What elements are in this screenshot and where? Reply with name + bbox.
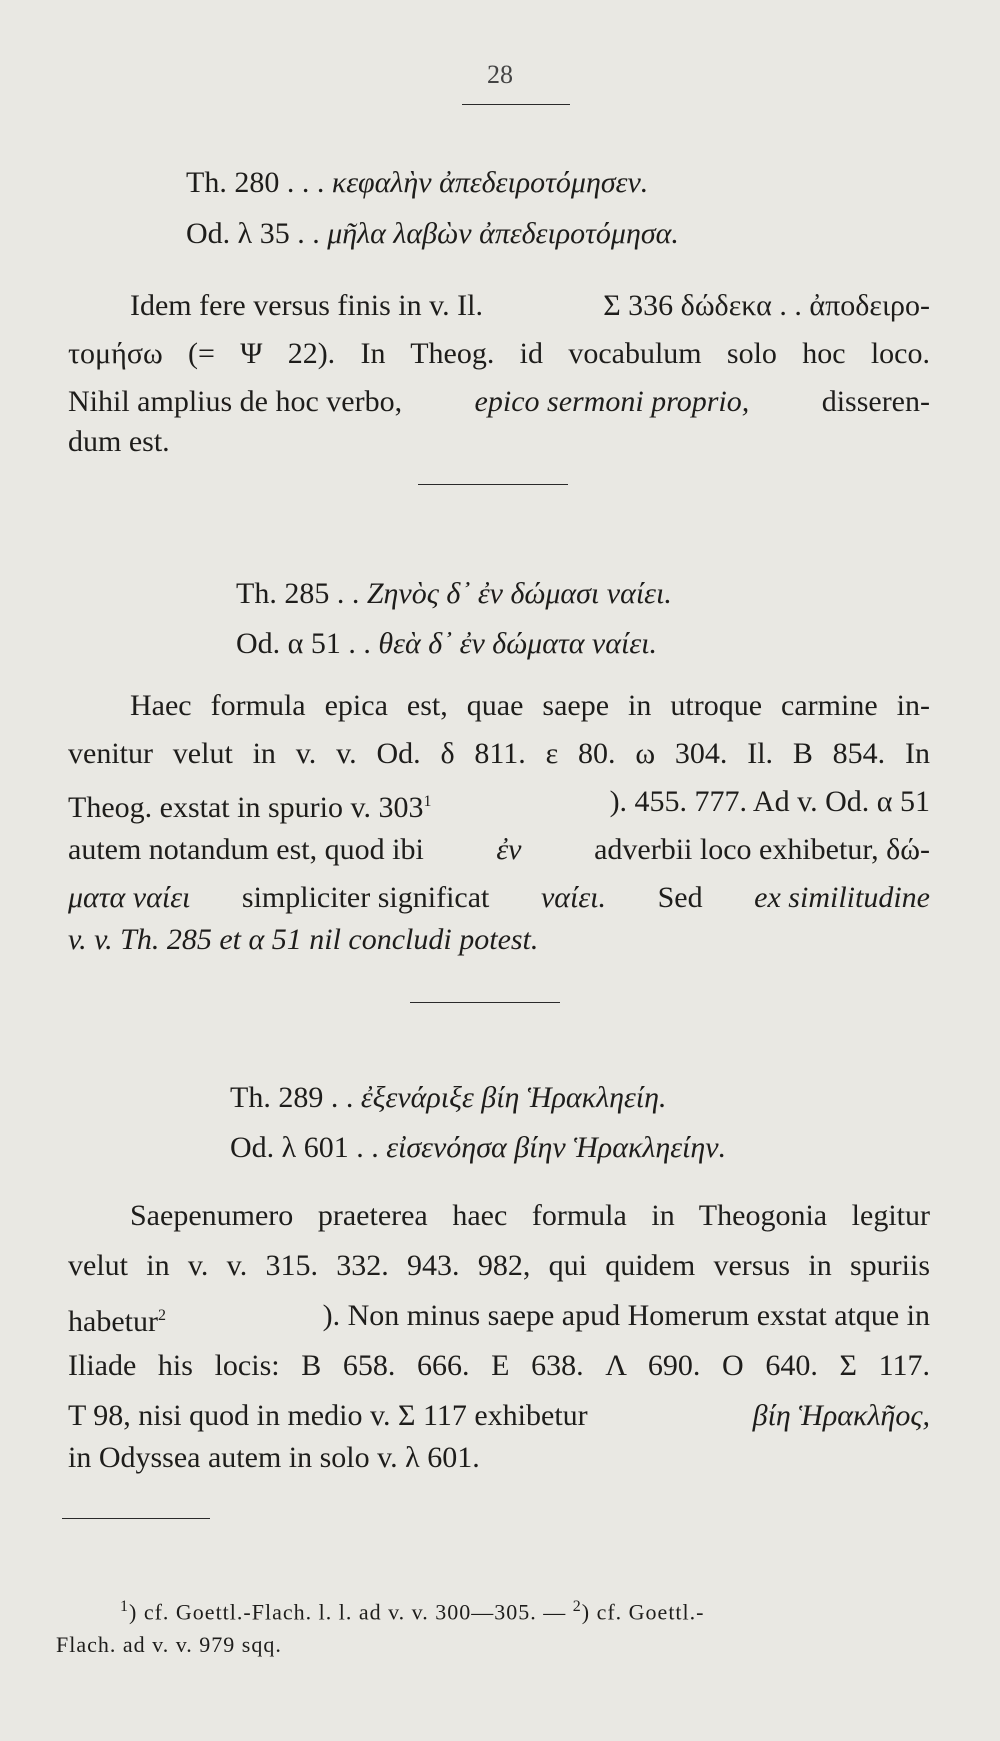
- text-line: venitur velut in v. v. Od. δ 811. ε 80. ω 304. Il. B 854. In: [68, 737, 930, 770]
- text-line: velut in v. v. 315. 332. 943. 982, qui quidem versus in spuriis: [68, 1249, 930, 1282]
- footnote-line: $^1$) cf. Goettl.-Flach. l. l. ad v. v. 300—305. — $^2$) cf. Goettl.-: [120, 1598, 705, 1625]
- footnote-line: Flach. ad v. v. 979 sqq.: [56, 1632, 282, 1657]
- text-line: Iliade his locis: B 658. 666. E 638. Λ 690. O 640. Σ 117.: [68, 1349, 930, 1382]
- text-line: Nihil amplius de hoc verbo, epico sermoni proprio, disseren-: [68, 385, 930, 418]
- text-line: T 98, nisi quod in medio v. Σ 117 exhibetur βίη Ἡρακλῆος,: [68, 1399, 930, 1432]
- verse-line: Od. λ 601 . . εἰσενόησα βίην Ἡρακληείην.: [230, 1131, 727, 1164]
- text-line: v. v. Th. 285 et α 51 nil concludi potest.: [68, 923, 539, 956]
- text-line: in Odyssea autem in solo v. λ 601.: [68, 1441, 480, 1474]
- footnote-rule: [62, 1518, 210, 1519]
- page-number: 28: [487, 60, 513, 89]
- text-line: dum est.: [68, 425, 170, 458]
- section-rule: [410, 1002, 560, 1003]
- verse-line: Th. 289 . . ἐξενάριξε βίη Ἡρακληείη.: [230, 1081, 667, 1114]
- text-line: ματα ναίει simpliciter significat ναίει. Sed ex similitudine: [68, 881, 930, 914]
- verse-line: Th. 280 . . . κεφαλὴν ἀπεδειροτόμησεν.: [186, 166, 649, 199]
- text-line: Haec formula epica est, quae saepe in utroque carmine in-: [130, 689, 930, 722]
- section-rule: [418, 484, 568, 485]
- verse-line: Od. λ 35 . . μῆλα λαβὼν ἀπεδειροτόμησα.: [186, 217, 679, 250]
- text-line: Saepenumero praeterea haec formula in Theogonia legitur: [130, 1199, 930, 1232]
- text-line: τομήσω (= Ψ 22). In Theog. id vocabulum solo hoc loco.: [68, 337, 930, 370]
- text-line: Theog. exstat in spurio v. $303^1$ ). 455. 777. Ad v. Od. α 51: [68, 785, 930, 824]
- text-line: habetur$^2$ ). Non minus saepe apud Homerum exstat atque in: [68, 1299, 930, 1338]
- verse-line: Od. α 51 . . θεὰ δ᾽ ἐν δώματα ναίει.: [236, 627, 657, 660]
- verse-line: Th. 285 . . Ζηνὸς δ᾽ ἐν δώμασι ναίει.: [236, 577, 672, 610]
- header-rule: [462, 104, 570, 105]
- text-line: autem notandum est, quod ibi ἐν adverbii loco exhibetur, δώ-: [68, 833, 930, 866]
- text-line: Idem fere versus finis in v. Il. Σ 336 δώδεκα . . ἀποδειρο-: [130, 289, 930, 322]
